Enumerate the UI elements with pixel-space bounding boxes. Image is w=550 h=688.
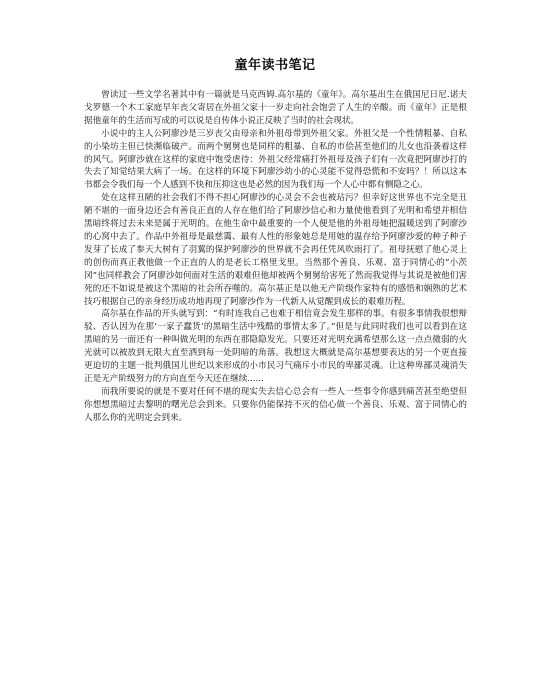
paragraph: 高尔基在作品的开头就写到：“有时连我自己也难于相信竟会发生那样的事。有很多事情我很想辩驳、否认因为在那‘一家子蠢货’的黑暗生活中残酷的事情太多了。”但是与此同时我们也可以看到在这黑暗的另一面还有一种叫做光明的东西在那隐隐发光。只要还对光明充满希望那么这一点点微弱的火光就可以被放到无限大直至洒到每一处阴暗的角落。我想这大概就是高尔基想要表达的另一个更直接更迫切的主题一批判俄国儿世纪以来形成的小市民习气痛斥小市民的卑鄙灵魂。让这种卑鄙灵魂消失正是无产阶级努力的方向直至今天还在继续...... <box>84 309 467 384</box>
paragraph: 小说中的主人公阿廖沙是三岁丧父由母亲和外祖母带到外祖父家。外祖父是一个性情粗暴、自私的小染坊主但已快濒临破产。而两个舅舅也是同样的粗暴、自私的市侩甚至他们的儿女也沿袭着这样的风气。阿廖沙就在这样的家庭中饱受虐待：外祖父经常痛打外祖母及孩子们有一次竟把阿廖沙打的失去了知觉结果大病了一场。在这样的环境下阿廖沙幼小的心灵能不觉得恐慌和不安吗？！所以这本书都会令我们每一个人感到不快和压抑这也是必然的因为我们每一个人心中都有恻隐之心。 <box>84 128 467 191</box>
document-body <box>84 89 467 425</box>
paragraph: 曾读过一些文学名著其中有一篇就是马克西姆.高尔基的《童年》。高尔基出生在俄国尼日尼.诺夫戈罗德一个木工家庭早年丧父寄居在外祖父家十一岁走向社会饱尝了人生的辛酸。而《童年》正是根据他童年的生活而写成的可以说是自传体小说正反映了当时的社会现状。 <box>84 90 467 126</box>
paragraph: 而我所要说的就是不要对任何不堪的现实失去信心总会有一些人一些事令你感到痛苦甚至绝望但你想想黑暗过去黎明的曙光总会到来。只要你仍能保持不灭的信心做一个善良、乐观、富于同情心的人那么你的光明定会到来。 <box>84 386 467 423</box>
paragraph: 处在这样丑陋的社会我们不得不担心阿廖沙的心灵会不会也被玷污？但幸好这世界也不完全是丑陋不堪的一面身边还会有善良正直的人存在他们给了阿廖沙信心和力量使他看到了光明和希望并相信黑暗终将过去未来是属于光明的。在他生命中最重要的一个人便是他的外祖母她把温暖送到了阿廖沙的心窝中去了。作品中外祖母是最慈霭、最有人性的形象她总是用她的温存给予阿廖沙爱的种子种子发芽了长成了参天大树有了羽翼的保护阿廖沙的世界就不会再任凭风吹雨打了。祖母抚慰了他心灵上的创伤而真正教他做一个正直的人的是老长工格里戈里。当然那个善良、乐观、富于同情心的“小茨冈”也同样教会了阿廖沙如何面对生活的艰难但他却被两个舅舅给害死了然而我觉得与其说是被他们害死的还不如说是被这个黑暗的社会所吞噬的。高尔基正是以他无产阶级作家特有的感悟和娴熟的艺术技巧根据自己的亲身经历成功地再现了阿廖沙作为一代新人从觉醒到成长的艰难历程。 <box>84 193 467 307</box>
page-title: 童年读书笔记 <box>234 58 316 73</box>
